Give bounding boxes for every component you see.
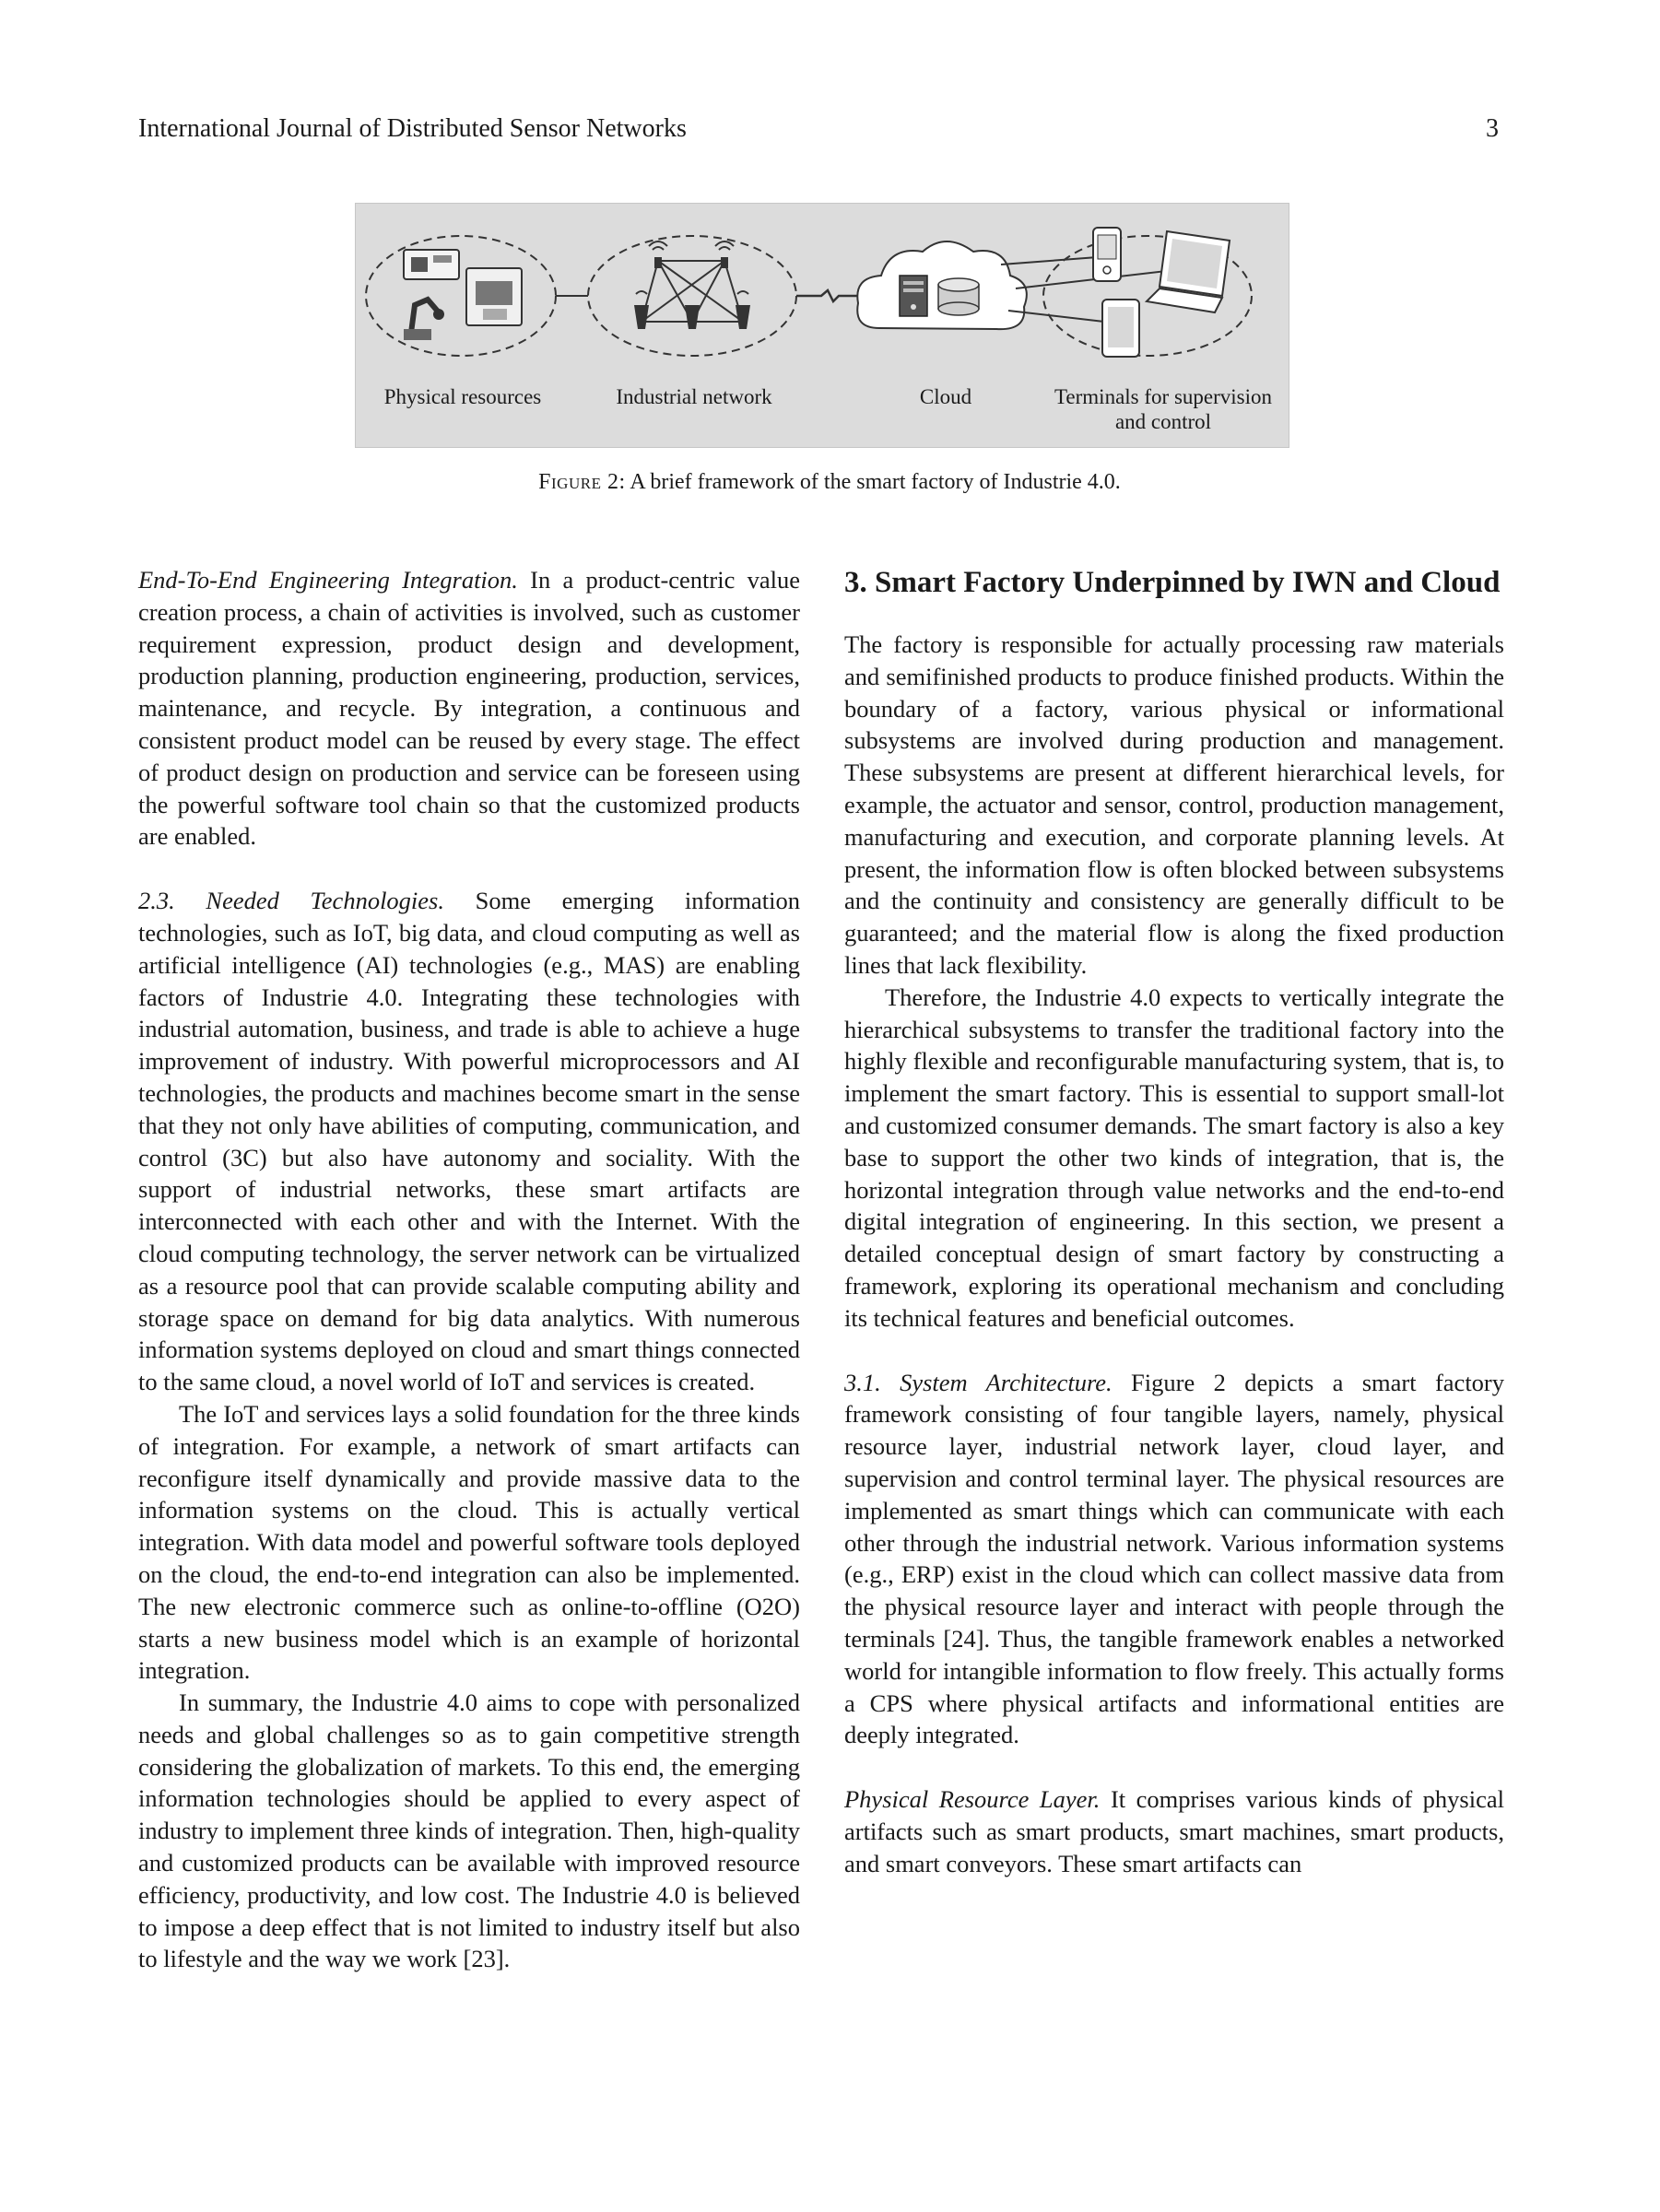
label-terminals <box>1043 384 1283 434</box>
label-physical-resources: Physical resources <box>383 385 542 408</box>
physical-resources-group <box>366 236 556 356</box>
database-icon <box>938 278 979 315</box>
running-header <box>138 114 1521 151</box>
paragraph-physical-resource-layer <box>844 1783 1504 1879</box>
label-cloud: Cloud <box>919 385 972 408</box>
figure-caption-tag: Figure 2: <box>538 470 626 494</box>
label-terminals-line2: and control <box>1114 410 1212 433</box>
paragraph-text: Some emerging information technologies, such as IoT, big data, and cloud computing as well as artificial intelligence (AI) technologies (e.g., MAS) are enabling factors of Industrie 4.0. Integrating these technologies with industrial automation, business, and trade is able to achieve a huge improvement of industry. With powerful microprocessors and AI technologies, the products and machines become smart in the sense that they not only have abilities of computing, communication, and control (3C) but also have autonomy and sociality. With the support of industrial networks, these smart artifacts are interconnected with each other and with the Internet. With the cloud computing technology, the server network can be virtualized as a resource pool that can provide scalable computing ability and storage space on demand for big data analytics. With numerous information systems deployed on cloud and smart things connected to the same cloud, a novel world of IoT and services is created. <box>138 887 800 1396</box>
paragraph-end-to-end <box>138 564 800 853</box>
figure-2 <box>355 203 1289 448</box>
run-in-heading-physical-resource-layer: Physical Resource Layer. <box>844 1785 1101 1814</box>
factory-machines-icon <box>404 250 522 340</box>
paragraph-text: In a product-centric value creation process, a chain of activities is involved, such as customer requirement expression, product design and development, production planning, production engineering, production, services, maintenance, and recycle. By integration, a continuous and consistent product model can be reused by every stage. The effect of product design on production and service can be foreseen using the powerful software tool chain so that the customized products are enabled. <box>138 566 800 851</box>
right-column <box>844 564 1504 1879</box>
wireless-link-icon <box>796 290 865 301</box>
pda-icon <box>1093 228 1121 281</box>
page-number: 3 <box>1486 114 1499 143</box>
figure-caption-text: A brief framework of the smart factory of Industrie 4.0. <box>625 470 1121 494</box>
journal-title: International Journal of Distributed Sensor Networks <box>138 114 687 143</box>
network-nodes-icon <box>634 257 750 329</box>
paragraph-factory: The factory is responsible for actually processing raw materials and semifinished products to produce finished products. Within the boundary of a factory, various physical or informational subsystems are involved during production and management. These subsystems are present at different hierarchical levels, for example, the actuator and sensor, control, production management, manufacturing and execution, and corporate planning levels. At present, the information flow is often blocked between subsystems and the continuity and consistency are generally difficult to be guaranteed; and the material flow is along the fixed production lines that lack flexibility. <box>844 630 1504 979</box>
server-icon <box>900 276 927 316</box>
figure-caption <box>138 470 1521 495</box>
label-industrial-network: Industrial network <box>616 385 772 408</box>
paragraph-summary: In summary, the Industrie 4.0 aims to cope with personalized needs and global challenges so as to gain competitive strength considering the globalization of markets. To this end, the emerging information technologies should be applied to every aspect of industry to implement three kinds of integration. Then, high-quality and customized products can be available with improved resource efficiency, productivity, and low cost. The Industrie 4.0 is believed to impose a deep effect that is not limited to industry itself but also to lifestyle and the way we work [23]. <box>138 1688 800 1973</box>
label-terminals-line1: Terminals for supervision <box>1054 385 1272 408</box>
paragraph-needed-technologies <box>138 885 800 1398</box>
tablet-icon <box>1102 300 1139 357</box>
paragraph-text: It comprises various kinds of physical artifacts such as smart products, smart machines, smart products, and smart conveyors. These smart artifacts can <box>844 1785 1504 1877</box>
subsection-heading-2-3: 2.3. Needed Technologies. <box>138 887 444 915</box>
section-heading-3: 3. Smart Factory Underpinned by IWN and Cloud <box>844 566 1501 599</box>
industrial-network-group <box>588 236 796 356</box>
paragraph-therefore: Therefore, the Industrie 4.0 expects to vertically integrate the hierarchical subsystems to transfer the traditional factory into the highly flexible and reconfigurable manufacturing system, that is, to implement the smart factory. This is essential to support small-lot and customized consumer demands. The smart factory is also a key base to support the other two kinds of integration, that is, the horizontal integration through value networks and the end-to-end digital integration of engineering. In this section, we present a detailed conceptual design of smart factory by constructing a framework, exploring its operational mechanism and concluding its technical features and beneficial outcomes. <box>844 982 1504 1332</box>
paragraph-iot-services: The IoT and services lays a solid foundation for the three kinds of integration. For example, a network of smart artifacts can reconfigure itself dynamically and provide massive data to the information systems on the cloud. This is actually vertical integration. With data model and powerful software tools deployed on the cloud, the end-to-end integration can also be implemented. The new electronic commerce such as online-to-offline (O2O) starts a new business model which is an example of horizontal integration. <box>138 1399 800 1685</box>
paragraph-text: Figure 2 depicts a smart factory framework consisting of four tangible layers, namely, physical resource layer, industrial network layer, cloud layer, and supervision and control terminal layer. The physical resources are implemented as smart things which can communicate with each other through the industrial network. Various information systems (e.g., ERP) exist in the cloud which can collect massive data from the physical resource layer and interact with people through the terminals [24]. Thus, the tangible framework enables a networked world for intangible information to flow freely. This actually forms a CPS where physical artifacts and informational entities are deeply integrated. <box>844 1368 1505 1749</box>
left-column <box>138 564 800 1975</box>
paragraph-system-architecture <box>844 1367 1504 1752</box>
subsection-heading-3-1: 3.1. System Architecture. <box>844 1368 1113 1396</box>
run-in-heading-end-to-end: End-To-End Engineering Integration. <box>138 566 518 594</box>
